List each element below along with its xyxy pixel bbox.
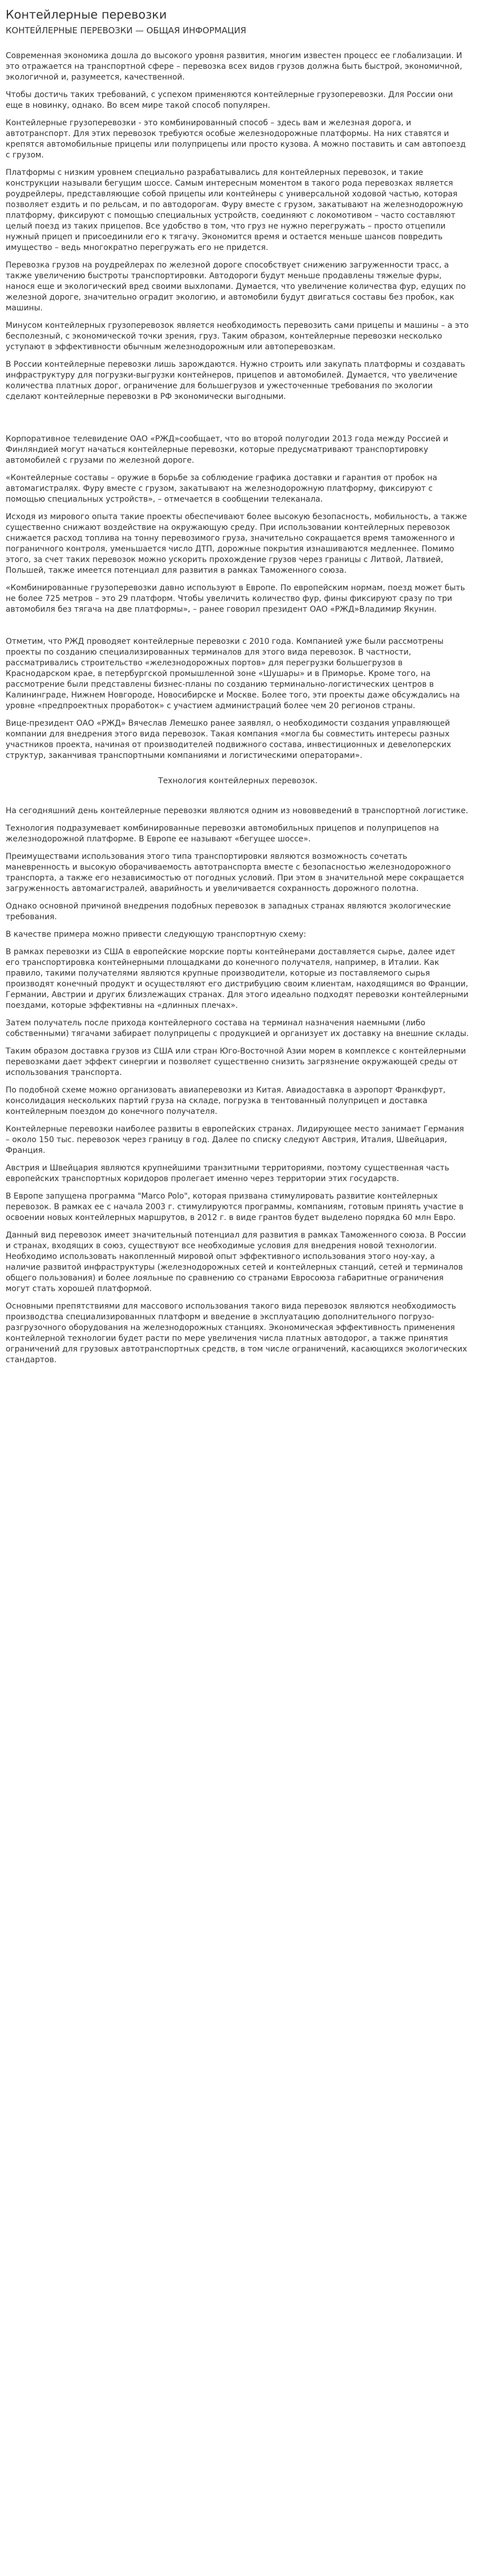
spacer (6, 409, 470, 434)
paragraph: В России контейлерные перевозки лишь зарождаются. Нужно строить или закупать платформы и создавать инфраструктуру для погрузки-выгрузки контейнеров, прицепов и автомобилей. Думается, что увеличение количества платных дорог, ограничение для большегрузов и ужесточенные требования по экологии сделают контейлерные перевозки в РФ экономически выгодными. (6, 360, 466, 401)
paragraph: Корпоративное телевидение ОАО «РЖД»сообщает, что во второй полугодии 2013 года между Россией и Финляндией могут начаться контейлерные перевозки, которые предусматривают транспортировку автомобилей с грузами по железной дороге. (6, 435, 449, 465)
paragraph: Платформы с низким уровнем специально разрабатывались для контейлерных перевозок, и такие конструкции называли бегущим шоссе. Самым интересным моментом в такого рода перевозках является роудрейлеры, представляющие собой прицепы или контейнеры с универсальной ходовой частью, которая позволяет ездить и по рельсам, и по автодорогам. Фуру вместе с грузом, закатывают на железнодорожную платформу, фиксируют с помощью специальных устройств, соединяют с локомотивом – часто составляют целый поезд из таких прицепов. Все удобство в том, что груз не нужно перегружать – просто отцепили нужный прицеп и присоединили его к тягачу. Экономится время и остается меньше шансов повредить имущество – ведь многократно перегружать его не придется. (6, 168, 463, 252)
paragraph: Исходя из мирового опыта такие проекты обеспечивают более высокую безопасность, мобильность, а также существенно снижают воздействие на окружающую среду. При использовании контейлерных перевозок снижается расход топлива на тонну перевозимого груза, значительно сокращается время таможенного и пограничного контроля, уменьшается число ДТП, дорожные покрытия изнашиваются медленнее. Помимо этого, за счет таких перевозок можно ускорить прохождение грузов через границы с Литвой, Латвией, Польшей, также имеется потенциал для развития в рамках Таможенного союза. (6, 512, 467, 575)
paragraph: «Комбинированные грузоперевозки давно используют в Европе. По европейским нормам, поезд может быть не более 725 метров – это 29 платформ. Чтобы увеличить количество фур, фины фиксируют сразу по три автомобиля без тягача на две платформы», – ранее говорил президент ОАО «РЖД»Владимир Якунин. (6, 583, 465, 614)
paragraph: Однако основной причиной внедрения подобных перевозок в западных странах являются экологические требования. (6, 902, 451, 921)
section-general (6, 51, 470, 402)
paragraph: Контейлерные грузоперевозки - это комбинированный способ – здесь вам и железная дорога, и автотранспорт. Для этих перевозок требуются особые железнодорожные платформы. На них ставятся и крепятся автомобильные прицепы или полуприцепы или просто кузова. А можно поставить и сам автопоезд с грузом. (6, 119, 466, 160)
paragraph: Затем получатель после прихода контейлерного состава на терминал назначения наемными (либо собственными) тягачами забирает полуприцепы с продукцией и организует их доставку на внешние склады. (6, 1019, 469, 1038)
section-technology (6, 806, 470, 1366)
section-news (6, 434, 470, 615)
paragraph: Вице-президент ОАО «РЖД» Вячеслав Лемешко ранее заявлял, о необходимости создания управляющей компании для внедрения этого вида перевозок. Такая компания «могла бы совместить интересы разных участников проекта, начиная от производителей подвижного состава, инвестиционных и девелоперских структур, заканчивая транспортными компаниями и логистическими операторами». (6, 719, 451, 760)
paragraph: По подобной схеме можно организовать авиаперевозки из Китая. Авиадоставка в аэропорт Франкфурт, консолидация нескольких партий груза на складе, погрузка в тентованный полуприцеп и доставка контейлерным поездом до конечного получателя. (6, 1086, 446, 1116)
paragraph: Таким образом доставка грузов из США или стран Юго-Восточной Азии морем в комплексе с контейлерными перевозками дает эффект синергии и позволяет существенно снизить загрязнение окружающей среды от использования транспорта. (6, 1047, 466, 1077)
paragraph: На сегодняшний день контейлерные перевозки являются одним из нововведений в транспортной логистике. (6, 806, 468, 815)
paragraph: Контейлерные перевозки наиболее развиты в европейских странах. Лидирующее место занимает Германия – около 150 тыс. перевозок через границу в год. Далее по списку следуют Австрия, Италия, Швейцария, Франция. (6, 1125, 464, 1155)
paragraph: Минусом контейлерных грузоперевозок является необходимость перевозить сами прицепы и машины – а это бесполезный, с экономической точки зрения, груз. Таким образом, контейлерные перевозки несколько уступают в эффективности обычным железнодорожным или автоперевозкам. (6, 321, 469, 352)
paragraph: Технология подразумевает комбинированные перевозки автомобильных прицепов и полуприцепов на железнодорожной платформе. В Европе ее называют «бегущее шоссе». (6, 824, 439, 844)
section-heading: Технология контейлерных перевозок. (158, 776, 318, 785)
paragraph: Современная экономика дошла до высокого уровня развития, многим известен процесс ее глобализации. И это отражается на транспортной сфере – перевозка всех видов грузов должна быть быстрой, экономичной, экологичной и, разумеется, качественной. (6, 51, 462, 82)
paragraph: Отметим, что РЖД проводяет контейлерные перевозки с 2010 года. Компанией уже были рассмотрены проекты по созданию специализированных терминалов для этого вида перевозок. В частности, рассматривались строительство «железнодорожных портов» для перегрузки большегрузов в Краснодарском крае, в петербургской промышленной зоне «Шушары» и в Приморье. Кроме того, на рассмотрение были представлены бизнес-планы по созданию терминально-логистических центров в Калининграде, Нижнем Новгороде, Новосибирске и Москве. Более того, эти проекты даже обсуждались на уровне «предпроектных проработок» с участием администраций более чем 20 регионов страны. (6, 637, 460, 710)
paragraph: В качестве примера можно привести следующую транспортную схему: (6, 930, 306, 939)
paragraph: Австрия и Швейцария являются крупнейшими транзитными территориями, поэтому существенная часть европейских транспортных коридоров пролегает именно через территории этих государств. (6, 1164, 449, 1183)
paragraph: Данный вид перевозок имеет значительный потенциал для развития в рамках Таможенного союза. В России и странах, входящих в союз, существуют все необходимые условия для внедрения новой технологии. Необходимо использовать накопленный мировой опыт эффективного использования этого ноу-хау, а наличие развитой инфраструктуры (железнодорожных сетей и контейлерных станций, сетей и терминалов общего пользования) и более лояльные по сравнению со странами Евросоюза габаритные ограничения могут стать хорошей платформой. (6, 1231, 466, 1293)
paragraph: В рамках перевозки из США в европейские морские порты контейнерами доставляется сырье, далее идет его транспортировка контейнерными площадками до конечного получателя, например, в Италии. Как правило, такими получателями являются крупные производители, которые из поставляемого сырья производят конечный продукт и осуществляют его дистрибуцию своим клиентам, находящимся во Франции, Германии, Австрии и других близлежащих странах. Для этого идеально подходят перевозки контейлерными поездами, которые эффективны на «длинных плечах». (6, 947, 469, 1010)
paragraph: В Европе запущена программа "Marco Polo", которая призвана стимулировать развитие контейлерных перевозок. В рамках ее с начала 2003 г. стимулируются программы, компаниям, готовым принять участие в освоении новых контейлерных маршрутов, в 2012 г. в виде грантов будет выделено порядка 60 млн Евро. (6, 1192, 464, 1222)
page-title: Контейлерные перевозки (6, 8, 167, 21)
paragraph: Перевозка грузов на роудрейлерах по железной дороге способствует снижению загруженности трасс, а также увеличению быстроты транспортировки. Автодороги будут меньше продавлены тяжелые фуры, нанося еще и экологический вред своими выхлопами. Думается, что увеличение количества фур, едущих по железной дороге, значительно оградит экологию, и автомобили будут двигаться составы без пробок, как машины. (6, 261, 466, 313)
paragraph: Чтобы достичь таких требований, с успехом применяются контейлерные грузоперевозки. Для России они еще в новинку, однако. Во всем мире такой способ популярен. (6, 90, 453, 110)
paragraph: «Контейлерные составы – оружие в борьбе за соблюдение графика доставки и гарантия от пробок на автомагистралях. Фуру вместе с грузом, закатывают на железнодорожную платформу, фиксируют с помощью специальных устройств», – отмечается в сообщении телеканала. (6, 473, 437, 504)
paragraph: Основными препятствиями для массового использования такого вида перевозок являются необходимость производства специализированных платформ и введение в эксплуатацию дополнительного погрузо-разгрузочного оборудования на железнодорожных станциях. Экономическая эффективность применения контейлерной технологии будет расти по мере увеличения числа платных автодорог, а также принятия ограничений для грузовых автотранспортных средств, в том числе ограничений, касающихся экологических стандартов. (6, 1302, 467, 1364)
section-rzd (6, 637, 470, 761)
paragraph: Преимуществами использования этого типа транспортировки являются возможность сочетать маневренность и высокую оборачиваемость автотранспорта вместе с безопасностью железнодорожного транспорта, а также его независимостью от погодных условий. При этом в значительной мере сокращается загруженность автомагистралей, аварийность и увеличивается сохранность дорожного полотна. (6, 852, 464, 893)
spacer (6, 622, 470, 637)
page-subtitle: КОНТЕЙЛЕРНЫЕ ПЕРЕВОЗКИ — ОБЩАЯ ИНФОРМАЦИЯ (6, 25, 247, 36)
